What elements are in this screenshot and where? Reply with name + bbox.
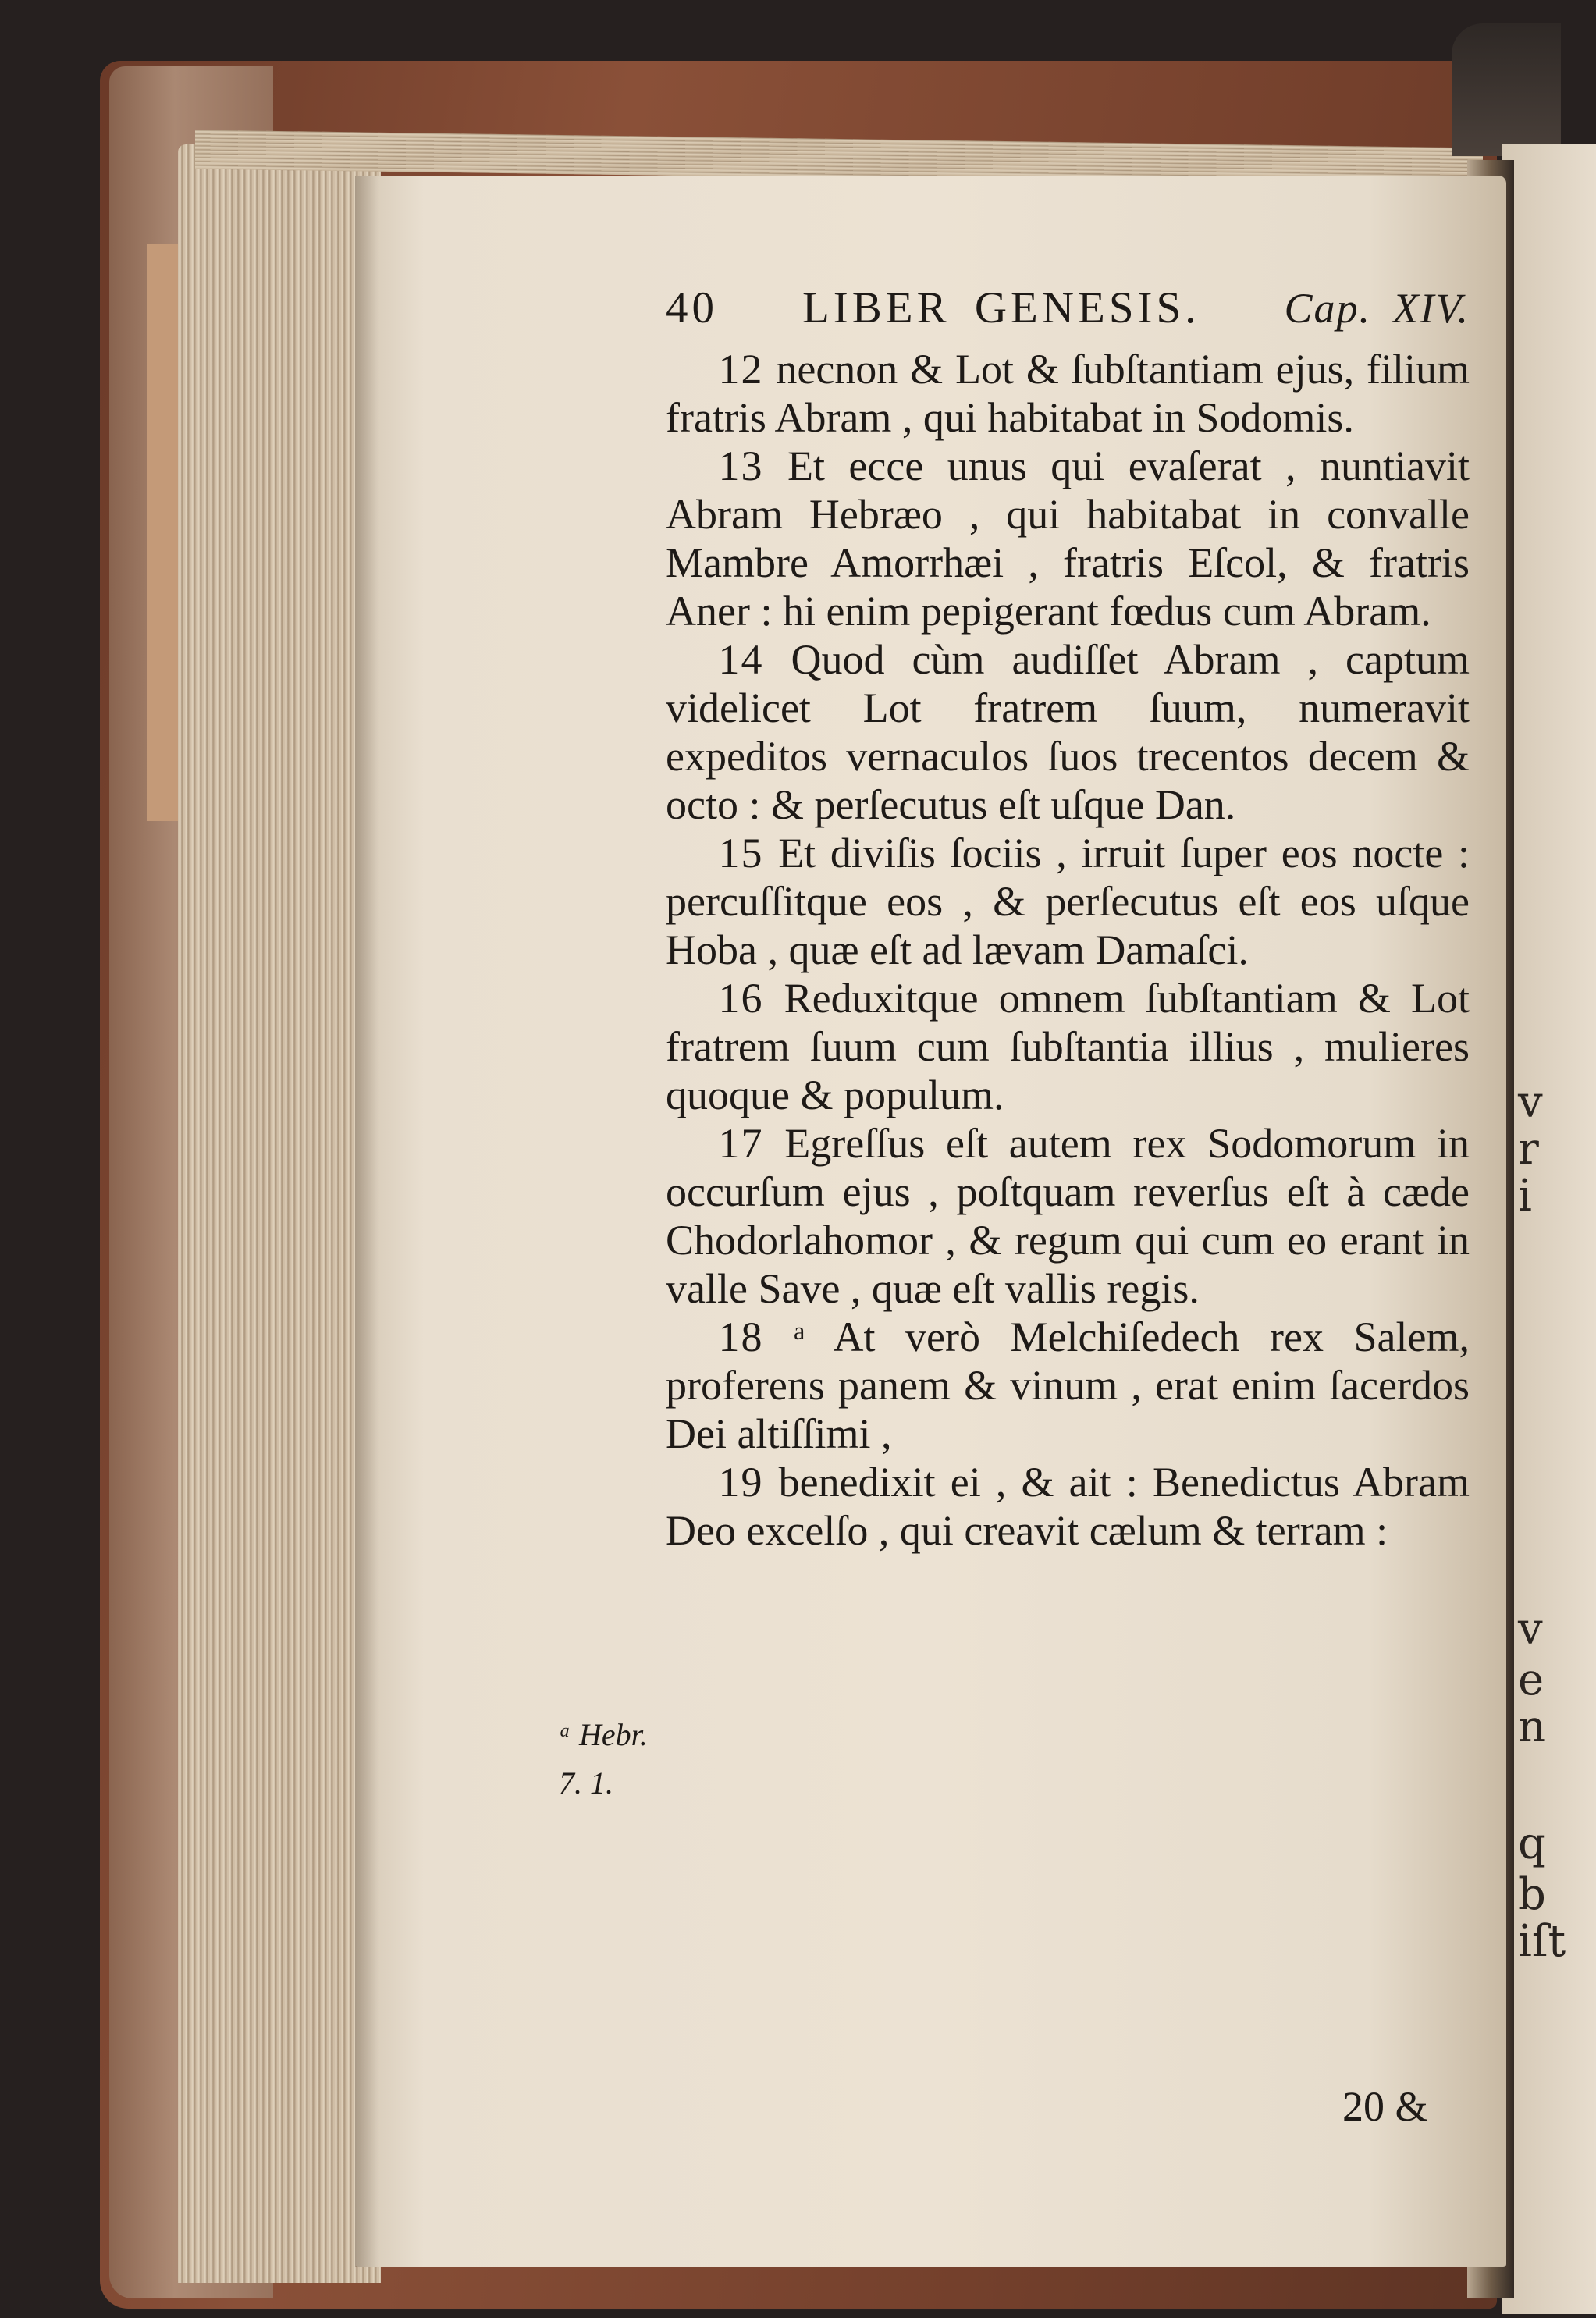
verse-text: Reduxitque omnem ſubſtantiam & Lot fratrem ſuum cum ſubſtantia illius , mulieres quoque & populum. — [666, 975, 1470, 1118]
verse — [666, 1119, 1470, 1313]
verse — [666, 442, 1470, 635]
facing-fragment: r — [1518, 1124, 1539, 1175]
verse — [666, 974, 1470, 1119]
page-edges — [178, 144, 381, 2283]
verse-number: 19 — [718, 1459, 764, 1506]
verse-text: Et diviſis ſociis , irruit ſuper eos nocte : percuſſitque eos , & perſecutus eſt eos uſque Hoba , quæ eſt ad lævam Damaſci. — [666, 830, 1470, 973]
page-text — [666, 283, 1470, 1555]
verse-number: 12 — [718, 346, 764, 393]
facing-fragment: v — [1518, 1077, 1543, 1128]
facing-fragment: i — [1518, 1171, 1532, 1221]
verse-text: necnon & Lot & ſubſtantiam ejus, filium fratris Abram , qui habitabat in Sodomis. — [666, 346, 1470, 441]
verse — [666, 635, 1470, 829]
facing-fragment: e — [1518, 1655, 1544, 1705]
verse-text: Egreſſus eſt autem rex Sodomorum in occurſum ejus , poſtquam reverſus eſt à cæde Chodorlahomor , & regum qui cum eo erant in valle Save , quæ eſt vallis regis. — [666, 1120, 1470, 1312]
page-shadow — [355, 176, 379, 2267]
verse-number: 16 — [718, 975, 764, 1022]
facing-fragment: v — [1518, 1604, 1543, 1655]
verse-text: ᵃ At verò Melchiſedech rex Salem, proferens panem & vinum , erat enim ſacerdos Dei altiſſimi , — [666, 1314, 1470, 1457]
verse-number: 18 — [718, 1314, 764, 1360]
verse — [666, 345, 1470, 442]
facing-page — [1502, 144, 1596, 2314]
facing-fragment: b — [1518, 1869, 1546, 1920]
verse-text: benedixit ei , & ait : Benedictus Abram Deo excelſo , qui creavit cælum & terram : — [666, 1459, 1470, 1554]
verse-text: Quod cùm audiſſet Abram , captum videlicet Lot fratrem ſuum, numeravit expeditos vernaculos ſuos trecentos decem & octo : & perſecutus eſt uſque Dan. — [666, 636, 1470, 828]
verse — [666, 1458, 1470, 1555]
marginal-note-verse: 7. 1. — [559, 1765, 613, 1801]
running-head — [666, 283, 1470, 345]
verse — [666, 1313, 1470, 1458]
facing-fragment: q — [1518, 1818, 1546, 1869]
facing-page-corner — [1452, 23, 1561, 156]
book-title: LIBER GENESIS. — [802, 283, 1200, 332]
facing-fragment: n — [1518, 1701, 1547, 1752]
catchword: 20 & — [1342, 2083, 1428, 2130]
verse — [666, 829, 1470, 974]
chapter-label: Cap. XIV. — [1284, 285, 1470, 332]
page-number: 40 — [666, 283, 718, 332]
verse-number: 14 — [718, 636, 764, 683]
verse-number: 13 — [718, 443, 764, 489]
verse-text: Et ecce unus qui evaſerat , nuntiavit Abram Hebræo , qui habitabat in convalle Mambre Amorrhæi , fratris Eſcol, & fratris Aner : hi enim pepigerant fœdus cum Abram. — [666, 443, 1470, 635]
facing-fragment: iſt — [1518, 1916, 1566, 1967]
marginal-note — [559, 1711, 660, 1808]
verse-number: 15 — [718, 830, 764, 876]
verse-number: 17 — [718, 1120, 764, 1167]
marginal-note-ref: ᵃ Hebr. — [559, 1717, 648, 1752]
